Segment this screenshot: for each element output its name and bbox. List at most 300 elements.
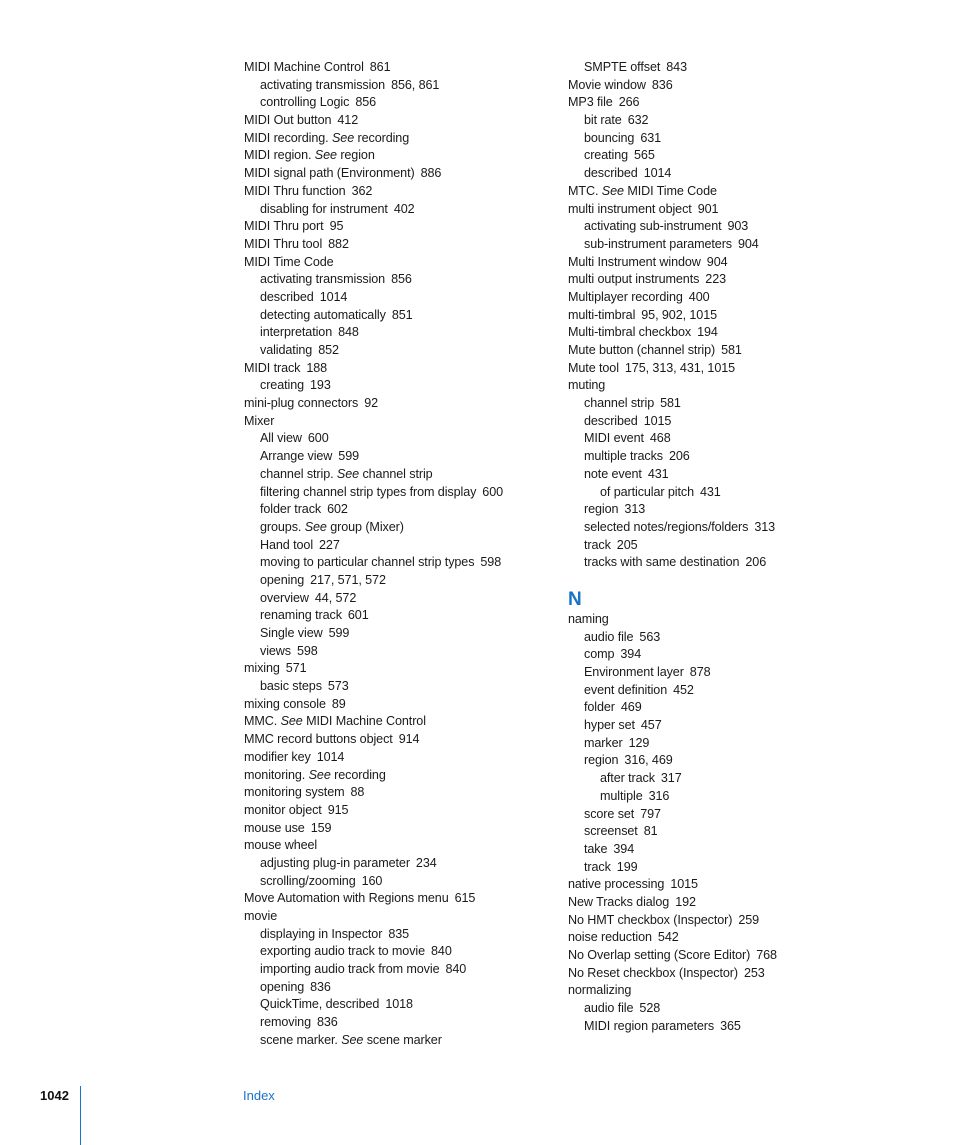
page-reference[interactable]: 882 [328,236,349,251]
index-subentry [568,519,868,537]
index-entry [244,165,544,183]
page-reference[interactable]: 205 [616,537,638,552]
page-reference[interactable]: 316, 469 [624,753,673,768]
entry-term: MP3 file [568,95,613,110]
index-subentry [568,501,868,519]
index-subentry [568,752,868,770]
index-entry [568,307,868,325]
entry-term: screenset [584,824,638,839]
page-reference[interactable]: 206 [668,449,690,464]
entry-term: channel strip. [260,466,334,481]
page-reference[interactable]: 175, 313, 431, 1015 [624,360,736,375]
entry-term: moving to particular channel strip types [260,555,475,570]
entry-term: activating transmission [260,77,386,92]
index-subentry [568,629,868,647]
page-reference[interactable]: 601 [347,608,369,623]
entry-term: noise reduction [568,930,652,945]
page-reference[interactable]: 192 [675,894,696,909]
index-subentry [568,841,868,859]
index-subentry [568,413,868,431]
page-reference[interactable]: 1014 [643,166,672,181]
entry-term: No HMT checkbox (Inspector) [568,912,733,927]
entry-term: audio file [584,1001,634,1016]
index-subentry [244,607,544,625]
index-entry [568,342,868,360]
entry-term: monitoring system [244,785,345,800]
index-subentry [244,448,544,466]
page-reference[interactable]: 581 [660,396,681,411]
entry-term: sub-instrument parameters [584,236,732,251]
page-reference[interactable]: 856 [355,95,377,110]
index-subentry [244,590,544,608]
entry-term: mixing console [244,696,326,711]
index-entry [244,890,544,908]
page-reference[interactable]: 1014 [319,289,348,304]
entry-term: groups. [260,519,302,534]
index-entry [244,147,544,165]
entry-term: MIDI Machine Control [244,60,364,74]
index-subentry [568,537,868,555]
index-subentry [244,271,544,289]
entry-term: MIDI Thru function [244,183,346,198]
page-reference[interactable]: 452 [673,682,694,697]
index-subentry [244,943,544,961]
entry-term: Arrange view [260,449,333,464]
page-reference[interactable]: 199 [616,859,638,874]
index-subentry [244,289,544,307]
index-entry [568,94,868,112]
index-entry [244,713,544,731]
index-subentry [244,979,544,997]
page-reference[interactable]: 836 [317,1015,338,1030]
page-reference[interactable]: 797 [640,806,661,821]
index-subentry [568,236,868,254]
entry-term: All view [260,431,302,446]
entry-term: mixing [244,661,280,676]
page-reference[interactable]: 365 [720,1018,741,1033]
entry-term: Multiplayer recording [568,289,683,304]
index-entry [244,784,544,802]
index-entry [568,876,868,894]
page-reference[interactable]: 904 [706,254,728,269]
index-entry [568,271,868,289]
page-reference[interactable]: 194 [697,325,718,340]
page-reference[interactable]: 81 [643,824,658,839]
page-reference[interactable]: 95 [329,219,344,234]
index-entry [568,360,868,378]
page-reference[interactable]: 565 [634,148,655,163]
page-reference[interactable]: 914 [398,732,420,747]
index-subentry [244,342,544,360]
page-reference[interactable]: 632 [627,113,649,128]
page-reference[interactable]: 188 [306,360,328,375]
page-reference[interactable]: 598 [297,643,318,658]
page-reference[interactable]: 903 [727,219,749,234]
index-subentry [568,395,868,413]
page-reference[interactable]: 313 [624,502,646,517]
entry-term: muting [568,378,606,393]
page-reference[interactable]: 1014 [316,749,345,764]
entry-term: MMC. [244,714,278,729]
index-column-right [568,59,868,1035]
page-reference[interactable]: 856, 861 [391,77,440,92]
index-subentry [568,147,868,165]
index-subentry [244,1014,544,1032]
index-subentry [568,448,868,466]
index-subentry [568,664,868,682]
index-subentry [568,682,868,700]
entry-term: scrolling/zooming [260,873,356,888]
index-subentry [244,484,544,502]
cross-reference-target[interactable]: region [340,148,375,163]
index-subentry [244,430,544,448]
entry-term: note event [584,466,642,481]
page-reference[interactable]: 836 [310,979,331,994]
page-reference[interactable]: 542 [657,930,679,945]
entry-term: monitor object [244,802,322,817]
index-subentry [244,1032,544,1050]
page-reference[interactable]: 631 [640,130,662,145]
entry-term: described [260,289,314,304]
entry-term: bouncing [584,130,635,145]
see-reference: See [304,519,327,534]
entry-term: controlling Logic [260,95,350,110]
entry-term: Multi-timbral checkbox [568,325,692,340]
index-subentry [244,94,544,112]
entry-term: multi instrument object [568,201,692,216]
cross-reference-target[interactable]: scene marker [366,1032,442,1047]
page-reference[interactable]: 599 [328,626,350,640]
entry-term: renaming track [260,608,342,623]
footer-section-title: Index [243,1088,275,1103]
entry-term: detecting automatically [260,307,386,322]
index-entry [244,130,544,148]
index-entry [568,254,868,272]
index-subentry [568,466,868,484]
page-reference[interactable]: 159 [310,820,332,835]
index-subentry [568,218,868,236]
see-reference: See [336,466,360,481]
entry-term: MIDI Thru tool [244,236,323,251]
entry-term: marker [584,735,623,750]
index-entry [568,77,868,95]
page-reference[interactable]: 469 [620,700,642,715]
page-reference[interactable]: 362 [351,183,373,198]
index-entry [244,218,544,236]
index-subentry [568,699,868,717]
entry-term: audio file [584,629,634,644]
page-reference[interactable]: 412 [337,113,359,128]
index-subentry [244,519,544,537]
entry-term: overview [260,590,309,605]
page-reference[interactable]: 468 [649,431,671,446]
entry-term: Move Automation with Regions menu [244,891,449,906]
entry-term: mouse wheel [244,838,318,853]
page-reference[interactable]: 402 [393,201,415,216]
index-entry [244,360,544,378]
entry-term: folder track [260,502,322,517]
index-entry [244,183,544,201]
entry-term: track [584,537,611,552]
index-subentry [244,537,544,555]
page-reference[interactable]: 227 [319,537,340,552]
page-reference[interactable]: 852 [318,343,339,357]
see-reference: See [308,767,331,782]
index-subentry [244,572,544,590]
index-subentry [568,788,868,806]
entry-term: MIDI region. [244,148,312,163]
page-reference[interactable]: 573 [327,679,349,694]
page-number: 1042 [40,1088,69,1103]
entry-term: multi output instruments [568,272,700,287]
page-reference[interactable]: 160 [361,873,383,888]
page-reference[interactable]: 234 [415,855,437,870]
index-subentry [568,112,868,130]
page-reference[interactable]: 861 [369,60,391,74]
page-reference[interactable]: 851 [391,307,413,322]
page-reference[interactable]: 904 [738,236,759,251]
page-reference[interactable]: 768 [756,948,777,962]
page-reference[interactable]: 129 [628,735,650,750]
entry-term: importing audio track from movie [260,962,440,977]
page-reference[interactable]: 394 [620,647,642,662]
index-entry [244,731,544,749]
entry-term: MIDI signal path (Environment) [244,166,415,181]
entry-term: MIDI track [244,360,301,375]
index-entry [568,183,868,201]
page-reference[interactable]: 528 [639,1001,661,1016]
entry-term: opening [260,572,305,587]
page-reference[interactable]: 259 [738,912,760,927]
index-subentry [244,201,544,219]
cross-reference-target[interactable]: MIDI Time Code [627,183,717,198]
index-subentry [244,377,544,395]
index-entry [244,413,544,431]
page-reference[interactable]: 856 [391,272,412,287]
entry-term: Hand tool [260,537,314,552]
entry-term: tracks with same destination [584,555,740,570]
index-subentry [244,643,544,661]
index-subentry [568,554,868,572]
entry-term: Mute button (channel strip) [568,343,716,357]
index-entry [244,696,544,714]
index-subentry [568,59,868,77]
page-reference[interactable]: 223 [705,272,727,287]
page-reference[interactable]: 598 [480,555,502,570]
page-reference[interactable]: 316 [648,788,670,803]
index-entry [568,611,868,629]
cross-reference-target[interactable]: group (Mixer) [330,519,404,534]
entry-term: Multi Instrument window [568,254,701,269]
entry-term: filtering channel strip types from display [260,484,477,499]
entry-term: normalizing [568,983,632,998]
index-subentry [244,466,544,484]
entry-term: disabling for instrument [260,201,388,216]
entry-term: MIDI recording. [244,130,329,145]
entry-term: validating [260,343,313,357]
entry-term: MIDI region parameters [584,1018,715,1033]
entry-term: described [584,413,638,428]
page-reference[interactable]: 317 [660,771,682,786]
entry-term: selected notes/regions/folders [584,519,749,534]
index-entry [244,660,544,678]
index-entry [244,820,544,838]
cross-reference-target[interactable]: recording [334,767,386,782]
index-entry [244,395,544,413]
cross-reference-target[interactable]: channel strip [362,466,433,481]
page-reference[interactable]: 600 [307,431,329,446]
index-entry [568,929,868,947]
page-reference[interactable]: 313 [754,519,776,534]
page-reference[interactable]: 836 [651,77,673,92]
entry-term: multiple tracks [584,449,663,464]
page-reference[interactable]: 915 [327,802,349,817]
page-reference[interactable]: 563 [639,629,661,644]
entry-term: after track [600,771,655,786]
page-reference[interactable]: 266 [618,95,640,110]
entry-term: New Tracks dialog [568,894,670,909]
entry-term: basic steps [260,679,322,694]
index-subentry [568,646,868,664]
index-entry [244,837,544,855]
entry-term: adjusting plug-in parameter [260,855,410,870]
index-entry [244,112,544,130]
page-reference[interactable]: 431 [700,484,721,499]
page-reference[interactable]: 217, 571, 572 [310,572,386,587]
entry-term: MIDI Time Code [244,254,334,269]
index-subentry [568,484,868,502]
index-entry [568,982,868,1000]
index-entry [244,802,544,820]
entry-term: SMPTE offset [584,60,661,74]
page-reference[interactable]: 44, 572 [314,590,357,605]
page-reference[interactable]: 88 [350,785,365,800]
index-subentry [568,717,868,735]
index-subentry [244,625,544,643]
entry-term: MIDI event [584,431,644,446]
entry-term: Environment layer [584,665,684,679]
index-entry [244,908,544,926]
entry-term: creating [260,378,305,393]
page-reference[interactable]: 886 [420,166,442,181]
entry-term: scene marker. [260,1032,338,1047]
index-entry [244,254,544,272]
entry-term: naming [568,611,609,626]
entry-term: bit rate [584,113,622,128]
entry-term: QuickTime, described [260,997,380,1012]
entry-term: described [584,166,638,181]
page-reference[interactable]: 599 [338,449,360,464]
index-entry [568,289,868,307]
entry-term: region [584,502,619,517]
entry-term: hyper set [584,718,635,733]
page-reference[interactable]: 1018 [385,997,413,1012]
entry-term: channel strip [584,396,655,411]
entry-term: MTC. [568,183,599,198]
entry-term: removing [260,1015,311,1030]
page-reference[interactable]: 840 [445,962,467,977]
entry-term: Single view [260,626,323,640]
index-entry [568,912,868,930]
entry-term: monitoring. [244,767,306,782]
entry-term: MMC record buttons object [244,732,393,747]
page-reference[interactable]: 457 [640,718,662,733]
page-reference[interactable]: 193 [310,378,331,393]
entry-term: mini-plug connectors [244,396,359,411]
page-reference[interactable]: 92 [364,396,379,411]
page-reference[interactable]: 95, 902, 1015 [641,307,718,322]
page-reference[interactable]: 1015 [670,877,698,892]
cross-reference-target[interactable]: MIDI Machine Control [306,714,426,729]
page-reference[interactable]: 615 [454,891,476,906]
entry-term: folder [584,700,615,715]
cross-reference-target[interactable]: recording [357,130,410,145]
index-entry [568,201,868,219]
page-reference[interactable]: 1015 [643,413,672,428]
entry-term: comp [584,647,615,662]
entry-term: MIDI Thru port [244,219,324,234]
index-subentry [568,806,868,824]
index-subentry [568,735,868,753]
index-subentry [568,430,868,448]
entry-term: No Reset checkbox (Inspector) [568,965,738,980]
entry-term: opening [260,979,305,994]
entry-term: native processing [568,877,665,892]
entry-term: views [260,643,291,658]
page-reference[interactable]: 89 [331,696,346,711]
index-subentry [568,770,868,788]
page-reference[interactable]: 431 [647,466,669,481]
index-entry [244,767,544,785]
entry-term: creating [584,148,629,163]
page-reference[interactable]: 878 [689,665,711,679]
entry-term: modifier key [244,749,311,764]
index-entry [568,965,868,983]
see-reference: See [280,714,303,729]
see-reference: See [332,130,355,145]
page-reference[interactable]: 835 [388,926,410,941]
index-entry [244,236,544,254]
entry-term: multi-timbral [568,307,636,322]
page-reference[interactable]: 400 [688,289,710,304]
entry-term: activating transmission [260,272,386,287]
page-reference[interactable]: 848 [338,325,359,340]
index-entry [568,894,868,912]
index-subentry [244,996,544,1014]
page-reference[interactable]: 253 [744,965,765,980]
page-reference[interactable]: 843 [666,60,687,74]
entry-term: MIDI Out button [244,113,332,128]
index-subentry [568,130,868,148]
index-subentry [244,678,544,696]
page-reference[interactable]: 394 [613,841,635,856]
footer-divider [80,1086,81,1145]
page-reference[interactable]: 206 [745,555,767,570]
see-reference: See [341,1032,364,1047]
index-subentry [568,823,868,841]
entry-term: displaying in Inspector [260,926,383,941]
page-reference[interactable]: 602 [327,502,348,517]
index-entry [244,749,544,767]
page-reference[interactable]: 840 [431,944,452,959]
index-entry [568,377,868,395]
page-reference[interactable]: 600 [482,484,504,499]
entry-term: Mute tool [568,360,619,375]
page-reference[interactable]: 901 [697,201,719,216]
entry-term: take [584,841,608,856]
page-reference[interactable]: 581 [721,343,742,357]
page-reference[interactable]: 571 [285,661,307,676]
